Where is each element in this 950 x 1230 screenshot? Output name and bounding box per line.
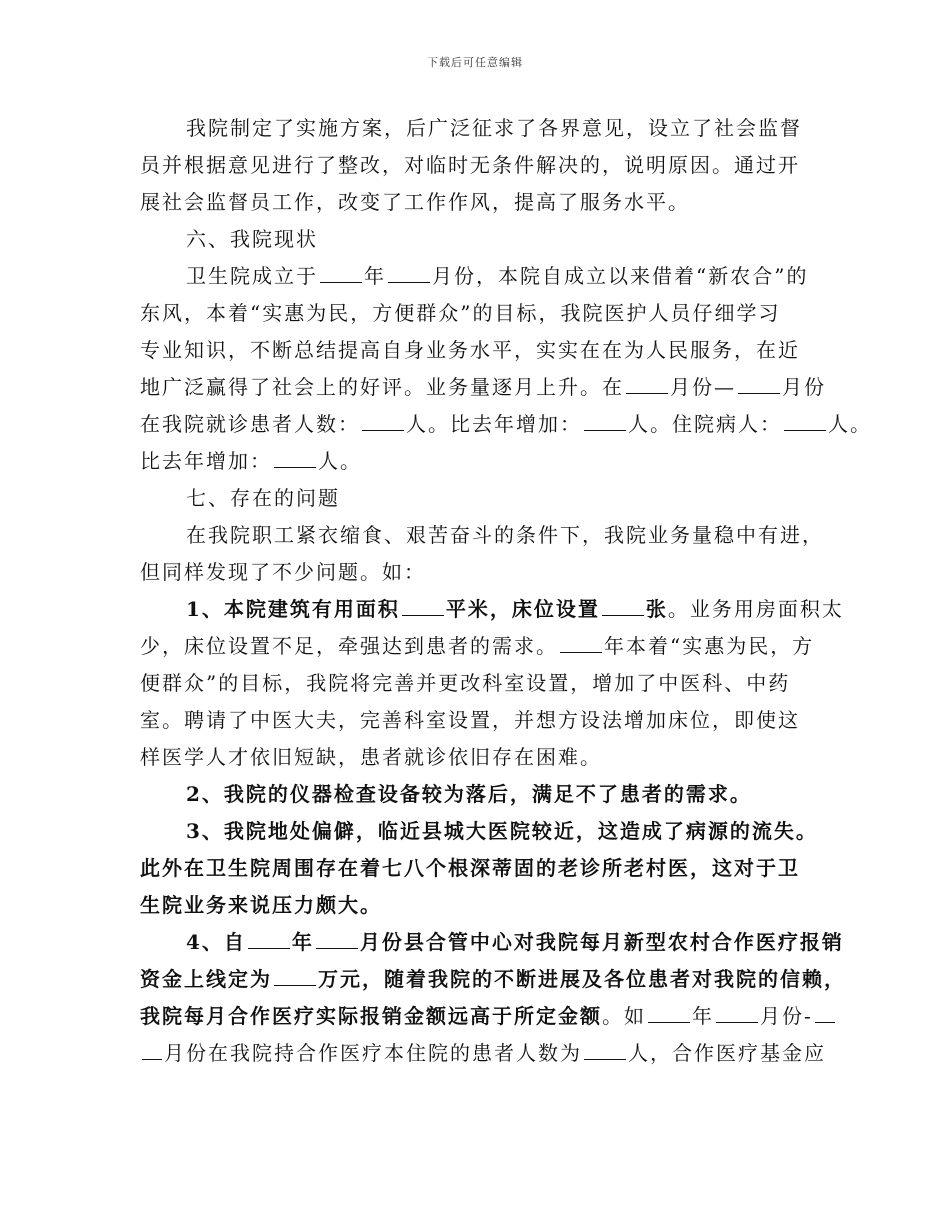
fill-in-blank: [142, 1039, 162, 1060]
text-line: [140, 258, 828, 295]
text-segment: 东风，本着“实惠为民，方便群众”的目标，我院医护人员仔细学习: [140, 301, 781, 325]
text-segment: 2、我院的仪器检查设备较为落后，满足不了患者的需求。: [186, 782, 752, 806]
text-segment: 人。: [828, 412, 872, 436]
fill-in-blank: [316, 928, 358, 949]
text-segment: 在我院职工紧衣缩食、艰苦奋斗的条件下，我院业务量稳中有进，: [186, 523, 824, 547]
text-segment: 月份-: [760, 1004, 813, 1028]
fill-in-blank: [274, 447, 316, 468]
text-line: [140, 739, 828, 776]
text-line: [140, 480, 828, 517]
text-line: [140, 850, 828, 887]
fill-in-blank: [716, 1002, 758, 1023]
fill-in-blank: [602, 595, 644, 616]
text-segment: 专业知识，不断总结提高自身业务水平，实实在在为人民服务，在近: [140, 338, 800, 362]
text-segment: 我院每月合作医疗实际报销金额远高于所定金额: [140, 1004, 602, 1028]
text-segment: 此外在卫生院周围存在着七八个根深蒂固的老诊所老村医，这对于卫: [140, 856, 800, 880]
text-segment: 。如: [602, 1004, 646, 1028]
text-line: [140, 998, 828, 1035]
page-header: 下载后可任意编辑: [427, 56, 523, 69]
fill-in-blank: [648, 1002, 690, 1023]
text-segment: 月份，本院自成立以来借着“新农合”的: [432, 264, 809, 288]
text-line: [140, 628, 828, 665]
fill-in-blank: [274, 965, 316, 986]
text-segment: 。业务用房面积太: [667, 597, 844, 621]
text-line: [140, 961, 846, 998]
text-segment: 1、本院建筑有用面积: [186, 597, 400, 621]
text-segment: 地广泛赢得了社会上的好评。业务量逐月上升。在: [140, 375, 624, 399]
text-line: [140, 110, 828, 147]
text-segment: 我院制定了实施方案，后广泛征求了各界意见，设立了社会监督: [186, 116, 802, 140]
text-line: [140, 147, 828, 184]
fill-in-blank: [402, 595, 444, 616]
text-segment: 月份—: [670, 375, 736, 399]
fill-in-blank: [584, 410, 626, 431]
text-line: [140, 369, 828, 406]
document-body: [140, 110, 872, 1072]
text-segment: 样医学人才依旧短缺，患者就诊依旧存在困难。: [140, 745, 602, 769]
fill-in-blank: [815, 1002, 835, 1023]
text-segment: 人。: [318, 449, 362, 473]
text-segment: 张: [645, 597, 668, 621]
fill-in-blank: [738, 373, 780, 394]
fill-in-blank: [560, 632, 602, 653]
text-segment: 年本着“实惠为民，方: [604, 634, 815, 658]
text-segment: 员并根据意见进行了整改，对临时无条件解决的，说明原因。通过开: [140, 153, 800, 177]
fill-in-blank: [362, 410, 404, 431]
text-segment: 月份县合管中心对我院每月新型农村合作医疗报销: [359, 930, 844, 954]
text-line: [140, 554, 828, 591]
text-line: [140, 924, 844, 961]
text-segment: 七、存在的问题: [186, 486, 340, 510]
text-line: [140, 443, 828, 480]
fill-in-blank: [388, 262, 430, 283]
text-line: [140, 702, 828, 739]
text-segment: 便群众”的目标，我院将完善并更改科室设置，增加了中医科、中药: [140, 671, 791, 695]
fill-in-blank: [784, 410, 826, 431]
text-line: [140, 295, 828, 332]
text-segment: 3、我院地处偏僻，临近县城大医院较近，这造成了病源的流失。: [186, 819, 818, 843]
text-segment: 人。比去年增加：: [406, 412, 582, 436]
text-segment: 展社会监督员工作，改变了工作作风，提高了服务水平。: [140, 190, 690, 214]
text-line: [140, 665, 828, 702]
text-line: [140, 221, 828, 258]
text-segment: 六、我院现状: [186, 227, 318, 251]
text-line: [140, 184, 828, 221]
text-segment: 比去年增加：: [140, 449, 272, 473]
text-segment: 人。住院病人：: [628, 412, 782, 436]
text-line: [140, 517, 828, 554]
text-line: [140, 406, 872, 443]
text-segment: 4、自: [186, 930, 246, 954]
text-segment: 生院业务来说压力颇大。: [140, 893, 382, 917]
text-line: [140, 813, 828, 850]
text-segment: 室。聘请了中医大夫，完善科室设置，并想方设法增加床位，即使这: [140, 708, 800, 732]
text-line: [140, 332, 828, 369]
text-line: [140, 776, 828, 813]
text-line: [140, 887, 828, 924]
text-segment: 万元，随着我院的不断进展及各位患者对我院的信赖，: [318, 967, 846, 991]
fill-in-blank: [626, 373, 668, 394]
text-line: [140, 591, 844, 628]
text-segment: 年: [364, 264, 386, 288]
text-segment: 但同样发现了不少问题。如：: [140, 560, 426, 584]
text-segment: 月份: [782, 375, 826, 399]
text-segment: 年: [291, 930, 314, 954]
text-segment: 年: [692, 1004, 714, 1028]
text-segment: 少，床位设置不足，牵强达到患者的需求。: [140, 634, 558, 658]
text-line: [140, 1035, 828, 1072]
text-segment: 人，合作医疗基金应: [628, 1041, 826, 1065]
fill-in-blank: [584, 1039, 626, 1060]
text-segment: 卫生院成立于: [186, 264, 318, 288]
fill-in-blank: [320, 262, 362, 283]
fill-in-blank: [248, 928, 290, 949]
text-segment: 平米，床位设置: [445, 597, 600, 621]
text-segment: 在我院就诊患者人数：: [140, 412, 360, 436]
text-segment: 资金上线定为: [140, 967, 272, 991]
text-segment: 月份在我院持合作医疗本住院的患者人数为: [164, 1041, 582, 1065]
